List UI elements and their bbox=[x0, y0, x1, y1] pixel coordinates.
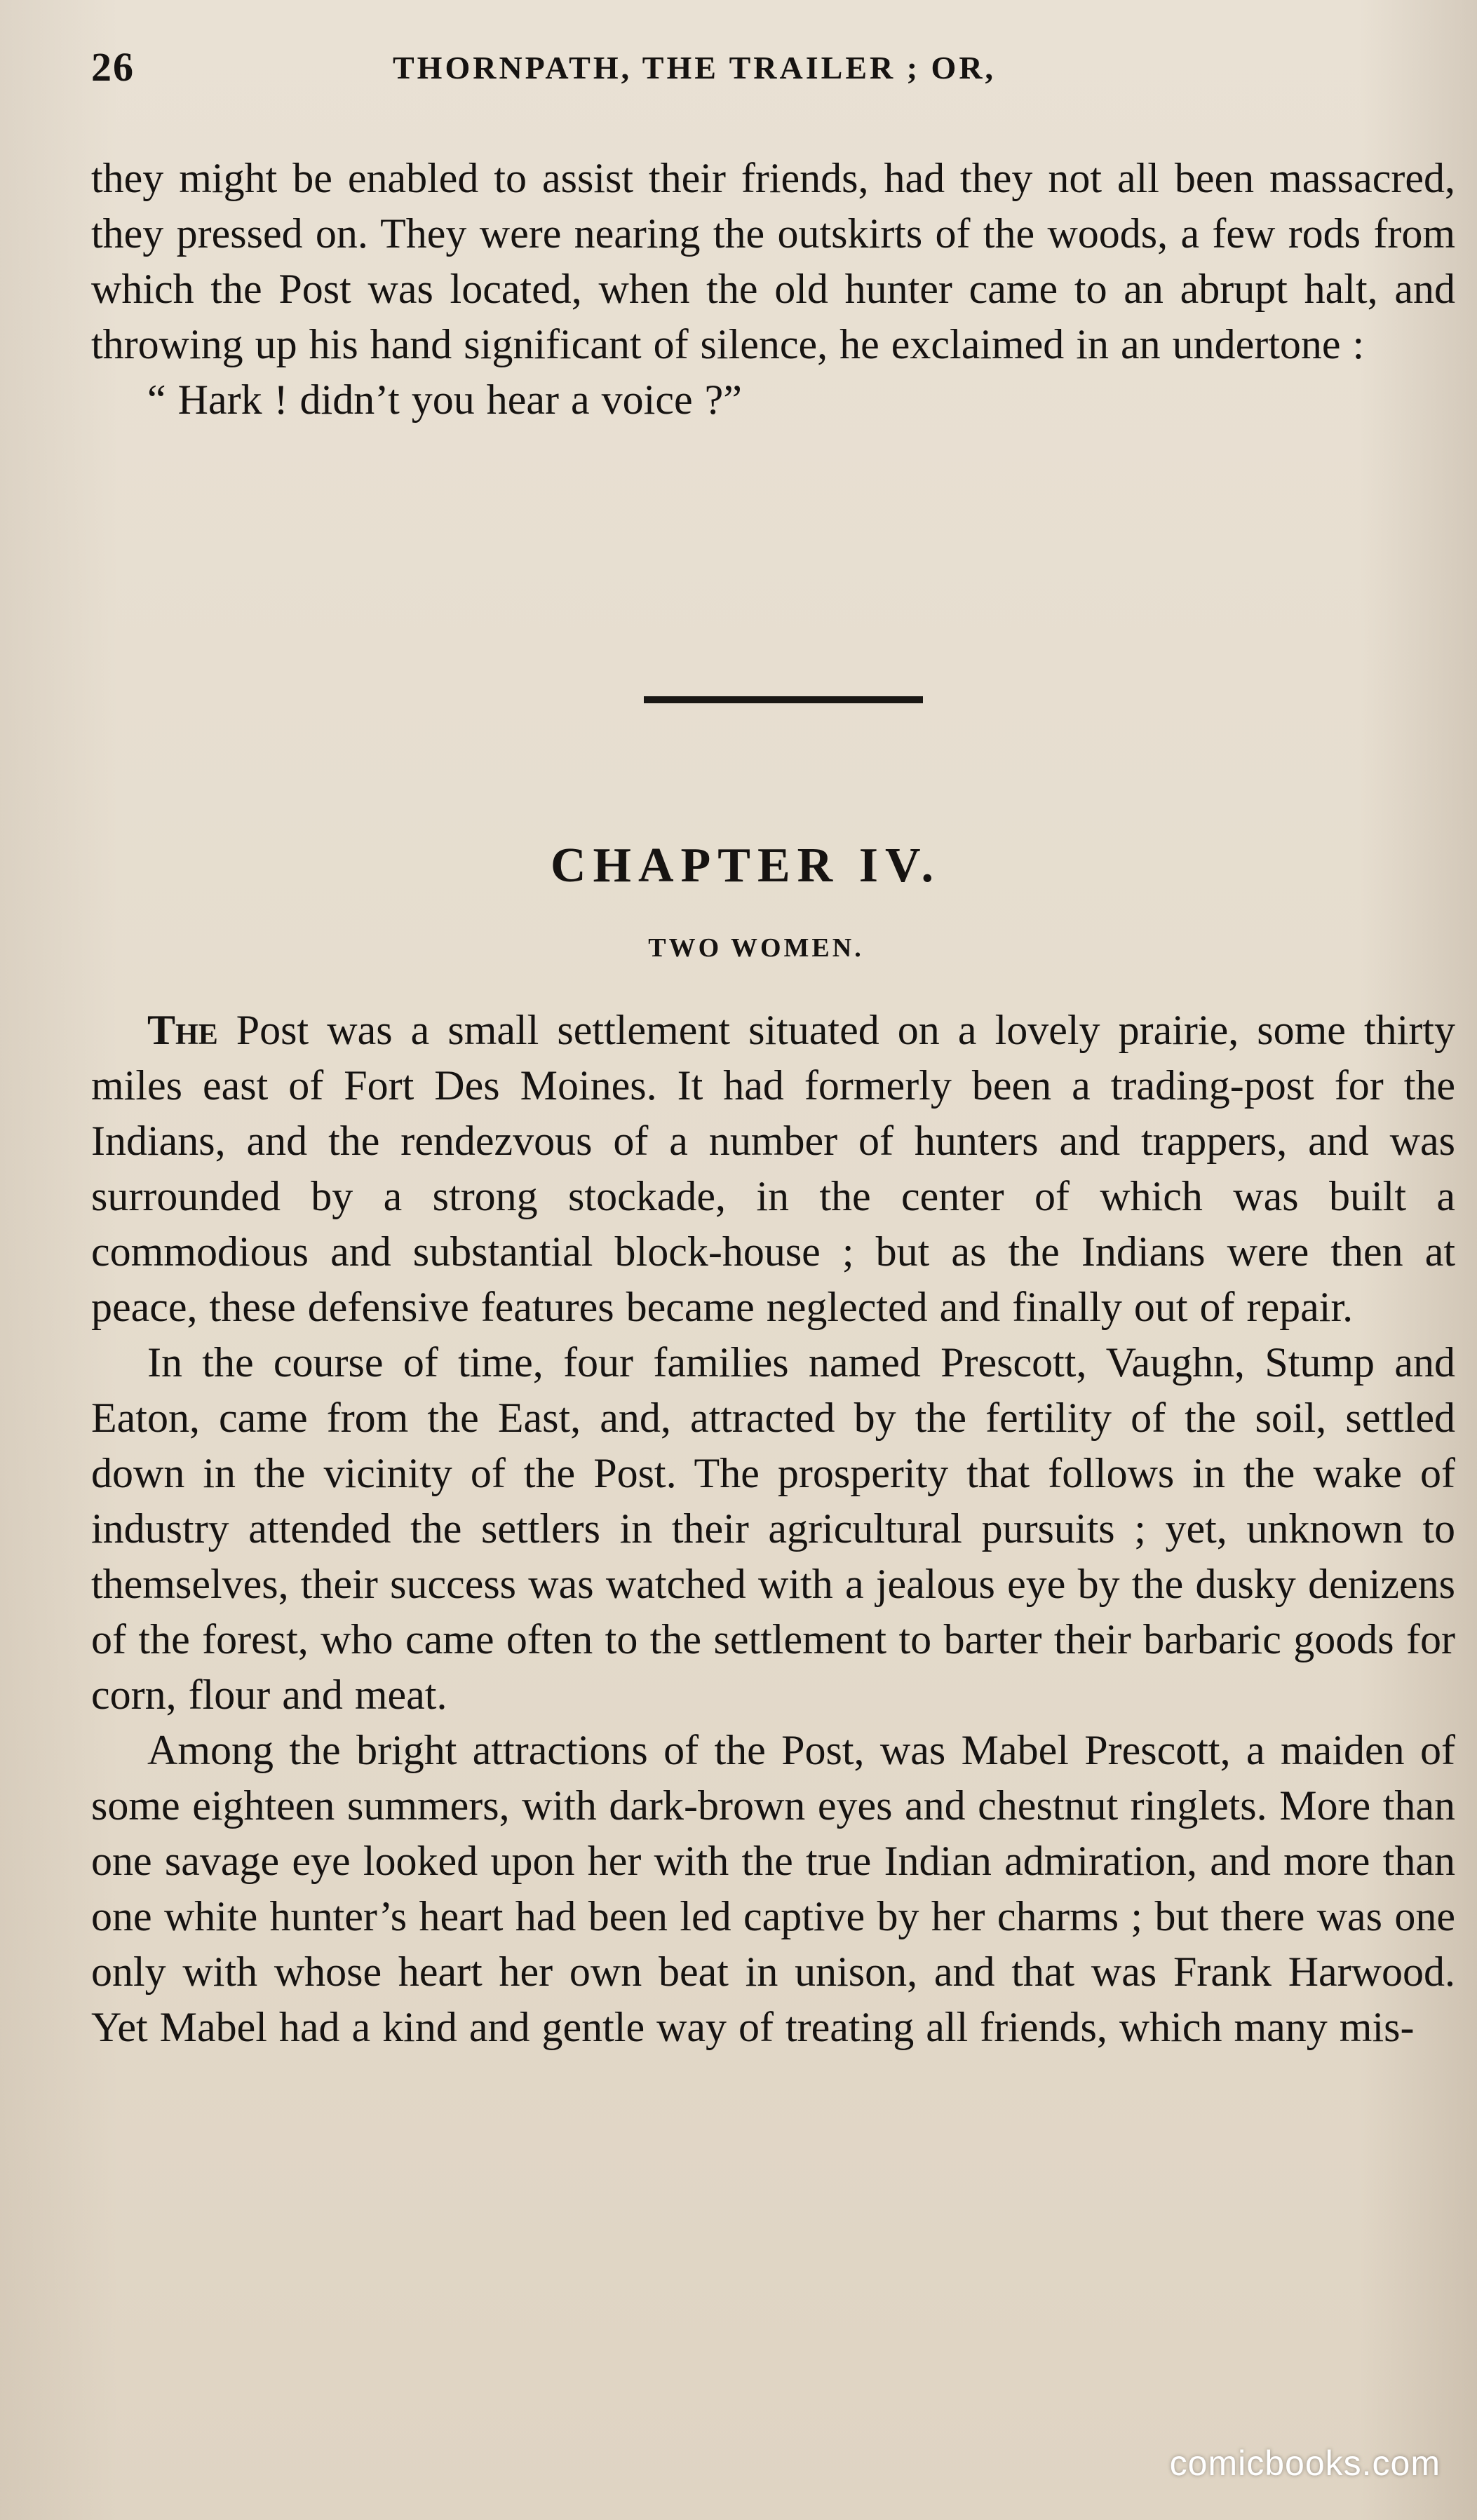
page-header bbox=[91, 43, 1424, 100]
paragraph-lead-word: The bbox=[147, 1007, 218, 1053]
chapter-heading: CHAPTER IV. bbox=[550, 839, 940, 893]
running-head: THORNPATH, THE TRAILER ; OR, bbox=[393, 50, 997, 86]
chapter-body bbox=[91, 1003, 1455, 2055]
page-number: 26 bbox=[91, 44, 135, 90]
chapter-subtitle: TWO WOMEN. bbox=[648, 933, 864, 963]
paragraph bbox=[91, 1003, 1455, 1335]
previous-chapter-ending bbox=[91, 151, 1455, 428]
watermark: comicbooks.com bbox=[1169, 2444, 1441, 2483]
section-divider-rule bbox=[644, 696, 923, 703]
paragraph: they might be enabled to assist their friends, had they not all been massacred, they pressed on. They were nearing the outskirts of the woods, a few rods from which the Post was located, when the old hunter came to an abrupt halt, and throwing up his hand significant of silence, he exclaimed in an undertone : bbox=[91, 155, 1455, 367]
paragraph: Among the bright attractions of the Post, was Mabel Prescott, a maiden of some eighteen summers, with dark-brown eyes and chestnut ringlets. More than one savage eye looked upon her with the true Indian admiration, and more than one white hunter’s heart had been led captive by her charms ; but there was one only with whose heart her own beat in unison, and that was Frank Harwood. Yet Mabel had a kind and gentle way of treating all friends, which many mis- bbox=[91, 1727, 1455, 2050]
dialogue-line: “ Hark ! didn’t you hear a voice ?” bbox=[147, 377, 742, 423]
paragraph: In the course of time, four families named Prescott, Vaughn, Stump and Eaton, came from the East, and, attracted by the fertility of the soil, settled down in the vicinity of the Post. The prosperity that follows in the wake of industry attended the settlers in their agricultural pursuits ; yet, unknown to themselves, their success was watched with a jealous eye by the dusky denizens of the forest, who came often to the settlement to barter their barbaric goods for corn, flour and meat. bbox=[91, 1339, 1455, 1718]
paragraph-text: Post was a small settlement situated on a lovely prairie, some thirty miles east of Fort Des Moines. It had formerly been a trading-post for the Indians, and the rendezvous of a number of hunters and trappers, and was surrounded by a strong stockade, in the center of which was built a commodious and substantial block-house ; but as the Indians were then at peace, these defensive features became neglected and finally out of repair. bbox=[91, 1007, 1455, 1330]
